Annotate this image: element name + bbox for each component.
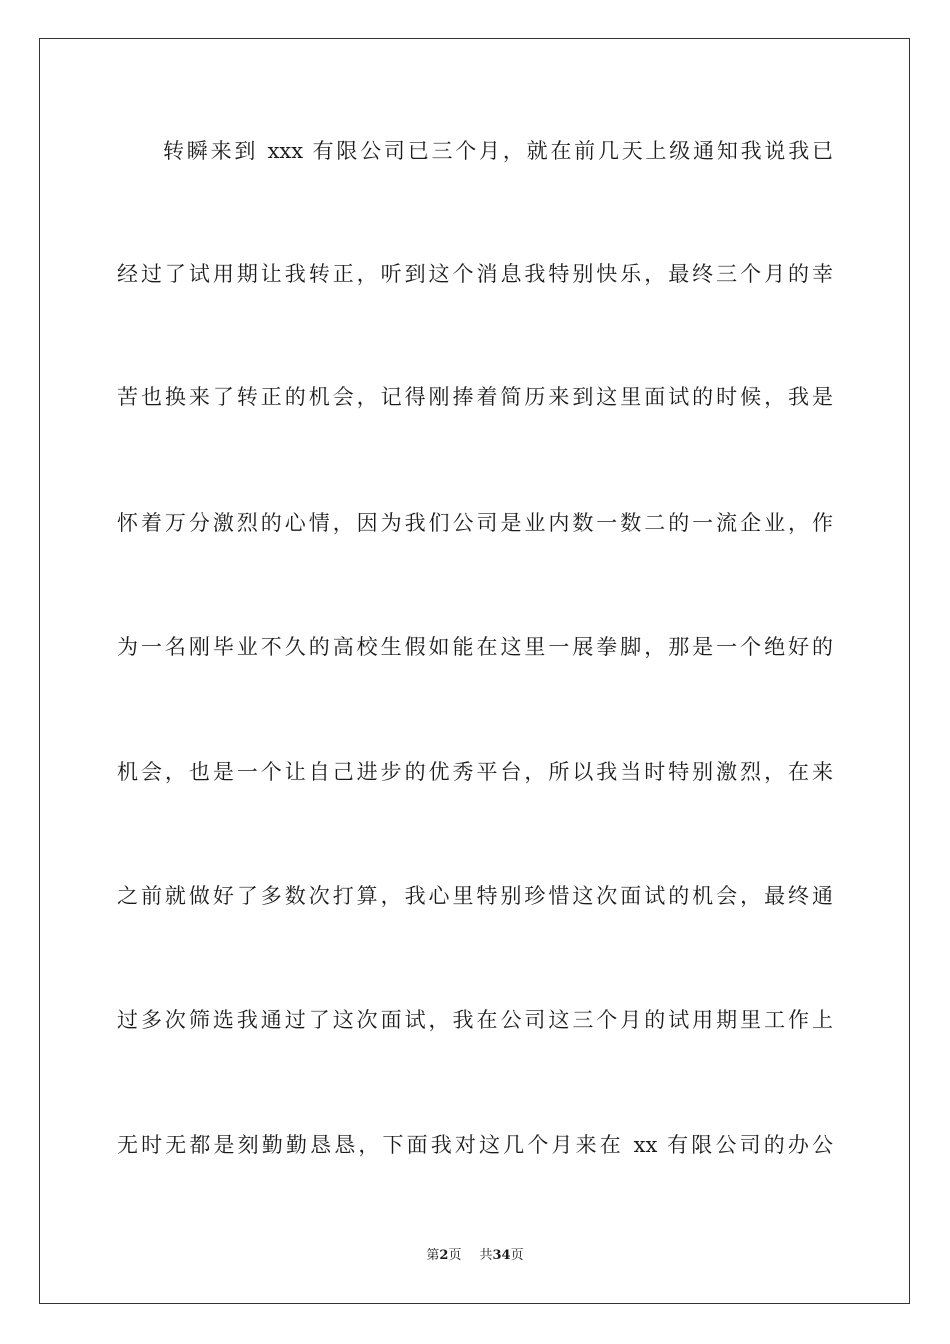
page-footer <box>0 1247 950 1265</box>
page-prefix: 第 <box>426 1248 440 1263</box>
body-text-line: 之前就做好了多数次打算，我心里特别珍惜这次面试的机会，最终通 <box>117 884 833 908</box>
body-text-line: 苦也换来了转正的机会，记得刚捧着简历来到这里面试的时候，我是 <box>117 385 833 409</box>
body-text-line: 无时无都是刻勤勤恳恳，下面我对这几个月来在 xx 有限公司的办公 <box>117 1133 833 1157</box>
body-text-line: 怀着万分激烈的心情，因为我们公司是业内数一数二的一流企业，作 <box>117 511 833 535</box>
total-suffix: 页 <box>510 1248 524 1263</box>
body-text-line: 为一名刚毕业不久的高校生假如能在这里一展拳脚，那是一个绝好的 <box>117 635 833 659</box>
body-text-line: 机会，也是一个让自己进步的优秀平台，所以我当时特别激烈，在来 <box>117 760 833 784</box>
page-number: 2 <box>439 1248 449 1263</box>
body-text-line: 过多次筛选我通过了这次面试，我在公司这三个月的试用期里工作上 <box>117 1008 833 1032</box>
total-prefix: 共 <box>479 1248 493 1263</box>
body-text-line: 转瞬来到 xxx 有限公司已三个月，就在前几天上级通知我说我已 <box>163 139 833 163</box>
page-border <box>39 38 910 1304</box>
page-suffix: 页 <box>448 1248 462 1263</box>
body-text-line: 经过了试用期让我转正，听到这个消息我特别快乐，最终三个月的幸 <box>117 262 833 286</box>
total-pages: 34 <box>492 1248 511 1263</box>
